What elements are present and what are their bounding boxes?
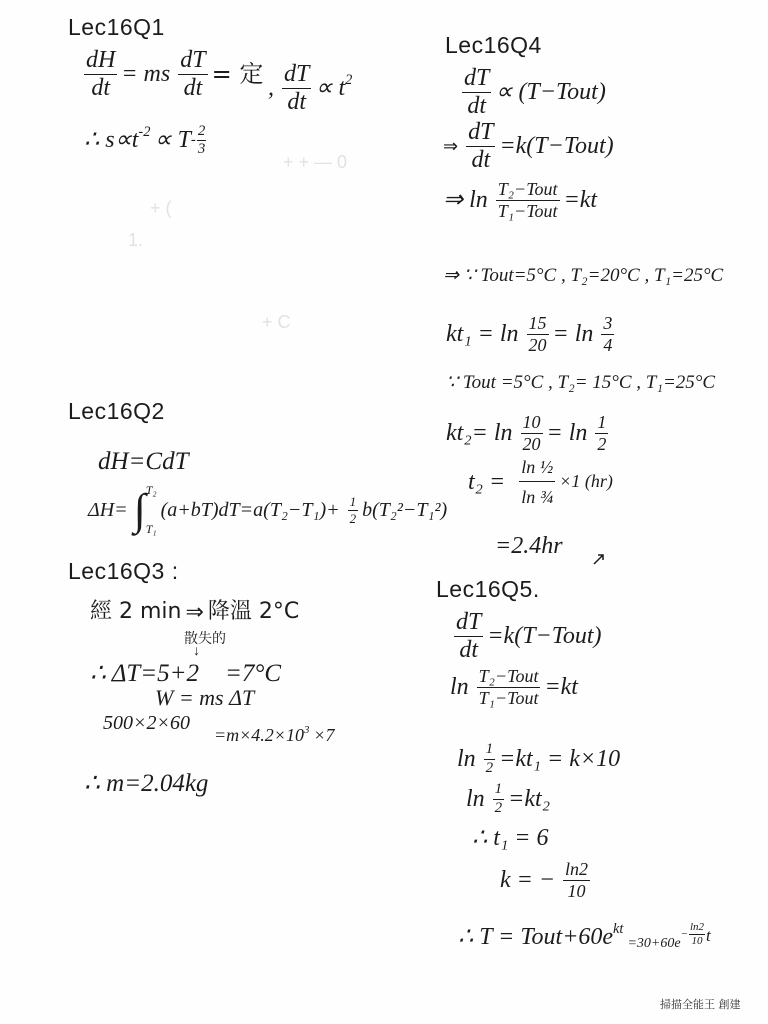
equation-text [214, 723, 310, 746]
fraction [519, 458, 555, 507]
equation-text: ∴ t₁ = 6 [472, 825, 549, 851]
equation-text: 經 2 min [90, 599, 182, 624]
fraction-numerator: ln2 [565, 859, 589, 879]
fraction-numerator: 10 [522, 412, 541, 432]
scanner-watermark: 掃描全能王 創建 [660, 998, 741, 1011]
equation-text: (a+bT)dT=a(T₂−T₁)+ [160, 499, 340, 521]
equation-text: =kt₁ = k×10 [499, 746, 621, 773]
fraction-numerator: dT [454, 610, 483, 637]
fraction-denominator: ln ¾ [521, 486, 554, 507]
equation-text: =kt [544, 674, 578, 701]
equation-text: =7°C [225, 660, 282, 687]
equation-text: ×7 [313, 725, 335, 745]
fraction-numerator: T₂−Tout [478, 666, 539, 686]
fraction-numerator: ln2 [689, 921, 705, 934]
equation-text: = ms [121, 61, 171, 88]
erased-mark: 1. [128, 230, 144, 250]
q2-equation-1 [98, 448, 193, 476]
q5-equation-7 [458, 922, 715, 951]
q3-line-3 [155, 686, 258, 710]
fraction-denominator: 2 [485, 759, 494, 776]
fraction-denominator: 2 [494, 799, 503, 816]
fraction [493, 782, 505, 817]
fraction [454, 610, 483, 663]
equation-text: kt₁ = ln [446, 321, 519, 348]
fractional-exponent [681, 922, 707, 947]
equation-text [84, 124, 151, 154]
fractional-exponent [191, 124, 207, 157]
erased-mark: + + — 0 [283, 152, 348, 172]
fraction [178, 48, 207, 101]
fraction-numerator: 1 [484, 742, 496, 760]
fraction-denominator: dt [467, 93, 487, 120]
integral-sign: ∫ [133, 485, 146, 534]
equation-text: ∴ ΔT=5+2 [90, 660, 200, 687]
fraction-denominator: 4 [603, 334, 613, 355]
fraction-denominator: 20 [528, 334, 547, 355]
fraction [348, 495, 359, 525]
q1-heading: Lec16Q1 [68, 14, 165, 40]
q5-equation-6 [500, 860, 594, 901]
erased-mark: + C [262, 312, 291, 332]
fraction-denominator: dt [183, 75, 203, 102]
q5-equation-2 [450, 667, 582, 708]
q5-equation-1 [450, 610, 606, 663]
arrow-icon: ⇒ [185, 599, 204, 624]
pen-mark-icon [592, 552, 606, 566]
q1-equation-1b [268, 62, 356, 115]
q3-line-5 [84, 770, 212, 798]
fraction [84, 48, 117, 101]
q4-equation-4 [443, 266, 727, 287]
fraction [563, 860, 590, 901]
exponent-sign: - [190, 132, 196, 149]
solution-text: ∴ T = Tout+60e [458, 923, 614, 950]
equation-text: k = − [500, 867, 556, 894]
fraction-numerator: dT [282, 62, 311, 89]
fraction [197, 124, 206, 157]
q3-heading: Lec16Q3 : [68, 558, 179, 584]
equation-text: ×1 (hr) [559, 471, 613, 492]
fraction [282, 62, 311, 115]
equation-text: t [706, 926, 711, 946]
equation-text: =k(T−Tout) [487, 623, 602, 650]
q4-equation-2 [443, 120, 618, 173]
q3-line-4b [214, 723, 339, 746]
fraction-numerator: ln ½ [519, 458, 555, 482]
fraction [595, 413, 608, 454]
fraction [462, 66, 491, 119]
integral-limits [146, 484, 157, 536]
fraction-denominator: T₁−Tout [497, 200, 558, 221]
implies-icon: ⇒ [443, 135, 459, 156]
q4-equation-8 [468, 458, 617, 507]
exponent: 2 [345, 72, 353, 89]
equation-text: ∴ m=2.04kg [84, 770, 209, 797]
fraction-denominator: 2 [349, 510, 357, 526]
equation-text: =kt [563, 187, 598, 214]
q4-equation-7 [446, 413, 612, 454]
q2-equation-2 [88, 484, 451, 536]
erased-mark: + ( [150, 198, 172, 218]
fraction-numerator: 3 [603, 313, 613, 333]
fraction-denominator: 10 [567, 880, 586, 901]
equation-text: = ln [552, 321, 594, 348]
exponent: kt [613, 920, 624, 937]
q1-equation-1a [80, 48, 267, 101]
exponent-sign: − [680, 928, 688, 941]
fraction-numerator: dT [178, 48, 207, 75]
upper-limit: T₂ [145, 483, 157, 497]
q1-equation-2 [84, 124, 211, 157]
lower-limit: T₁ [145, 521, 157, 536]
equation-text: kt₂= ln [446, 420, 513, 447]
equation-text: ∝ (T−Tout) [495, 79, 606, 106]
exponent: -2 [138, 124, 151, 141]
equation-text: W = ms ΔT [155, 685, 255, 710]
down-arrow-icon: ↓ [193, 644, 200, 659]
fraction [496, 180, 560, 221]
proportional-text: ∝ t [315, 75, 346, 102]
fraction-denominator: 3 [197, 140, 206, 157]
equation-text: = ln [546, 420, 588, 447]
fraction [689, 922, 705, 947]
equation-text: ⇒ ∵ Tout=5°C , T₂=20°C , T₁=25°C [443, 265, 724, 286]
fraction-denominator: dt [459, 637, 479, 664]
q4-equation-5 [446, 314, 618, 355]
fraction-denominator: 2 [597, 433, 607, 454]
equation-text: ∵ Tout =5°C , T₂= 15°C , T₁=25°C [446, 372, 716, 393]
fraction-numerator: 1 [493, 782, 505, 800]
q5-equation-4 [466, 782, 554, 817]
q2-heading: Lec16Q2 [68, 398, 165, 424]
equation-text [315, 72, 353, 102]
equation-text: 500×2×60 [103, 712, 190, 734]
q5-heading: Lec16Q5. [436, 576, 540, 602]
fraction-denominator: dt [287, 89, 307, 116]
fraction-denominator: dt [91, 75, 110, 102]
product-text: =m×4.2×10 [214, 725, 304, 745]
equation-text: ln [457, 746, 476, 773]
equation-text: =30+60e [627, 936, 681, 951]
substituted-solution [627, 921, 711, 951]
fraction [601, 314, 614, 355]
q3-annotation: 散失的 [184, 631, 226, 647]
equation-text: = 定 [211, 60, 264, 89]
fraction [484, 742, 496, 777]
q5-equation-3 [457, 742, 624, 777]
equation-text: =2.4hr [495, 533, 563, 559]
equation-text: ΔH= [88, 499, 128, 521]
integral [134, 484, 157, 536]
fraction-denominator: 10 [691, 934, 703, 947]
equation-text: =k(T−Tout) [499, 133, 614, 160]
q3-line-1 [90, 600, 303, 624]
fraction-numerator: 1 [349, 493, 357, 509]
q4-equation-9 [495, 533, 567, 559]
equation-text: ln [466, 786, 485, 813]
fraction-numerator: 2 [197, 123, 206, 139]
fraction-numerator: dT [462, 66, 491, 93]
equation-text: t₂ = [468, 469, 506, 496]
fraction-denominator: 20 [522, 433, 541, 454]
fraction [521, 413, 543, 454]
fraction-numerator: dH [84, 48, 117, 75]
fraction-numerator: 15 [528, 313, 547, 333]
q5-equation-5 [472, 825, 552, 851]
fraction-numerator: dT [466, 120, 495, 147]
q4-equation-1 [458, 66, 610, 119]
fraction [527, 314, 549, 355]
exponent: 3 [303, 723, 310, 736]
q4-equation-6 [446, 373, 719, 394]
fraction-numerator: 1 [597, 412, 607, 432]
proportional-text: ∴ s∝t [84, 127, 139, 154]
equation-text: b(T₂²−T₁²) [362, 499, 448, 521]
equation-text: ∝ T [154, 127, 191, 154]
equation-text: dH=CdT [98, 448, 189, 475]
fraction-denominator: T₁−Tout [478, 687, 539, 708]
fraction-numerator: T₂−Tout [497, 179, 558, 199]
fraction [466, 120, 495, 173]
q3-line-4a [103, 712, 194, 734]
q3-line-2 [90, 660, 285, 688]
q4-heading: Lec16Q4 [445, 32, 542, 58]
equation-text: 降溫 2°C [207, 599, 300, 624]
equation-text [458, 920, 624, 950]
fraction [477, 667, 541, 708]
equation-text: ln [450, 674, 469, 701]
comma: , [268, 75, 274, 102]
fraction-denominator: dt [471, 147, 491, 174]
q4-equation-3 [443, 180, 601, 221]
equation-text: =kt₂ [508, 786, 551, 813]
equation-text: ⇒ ln [443, 187, 488, 214]
